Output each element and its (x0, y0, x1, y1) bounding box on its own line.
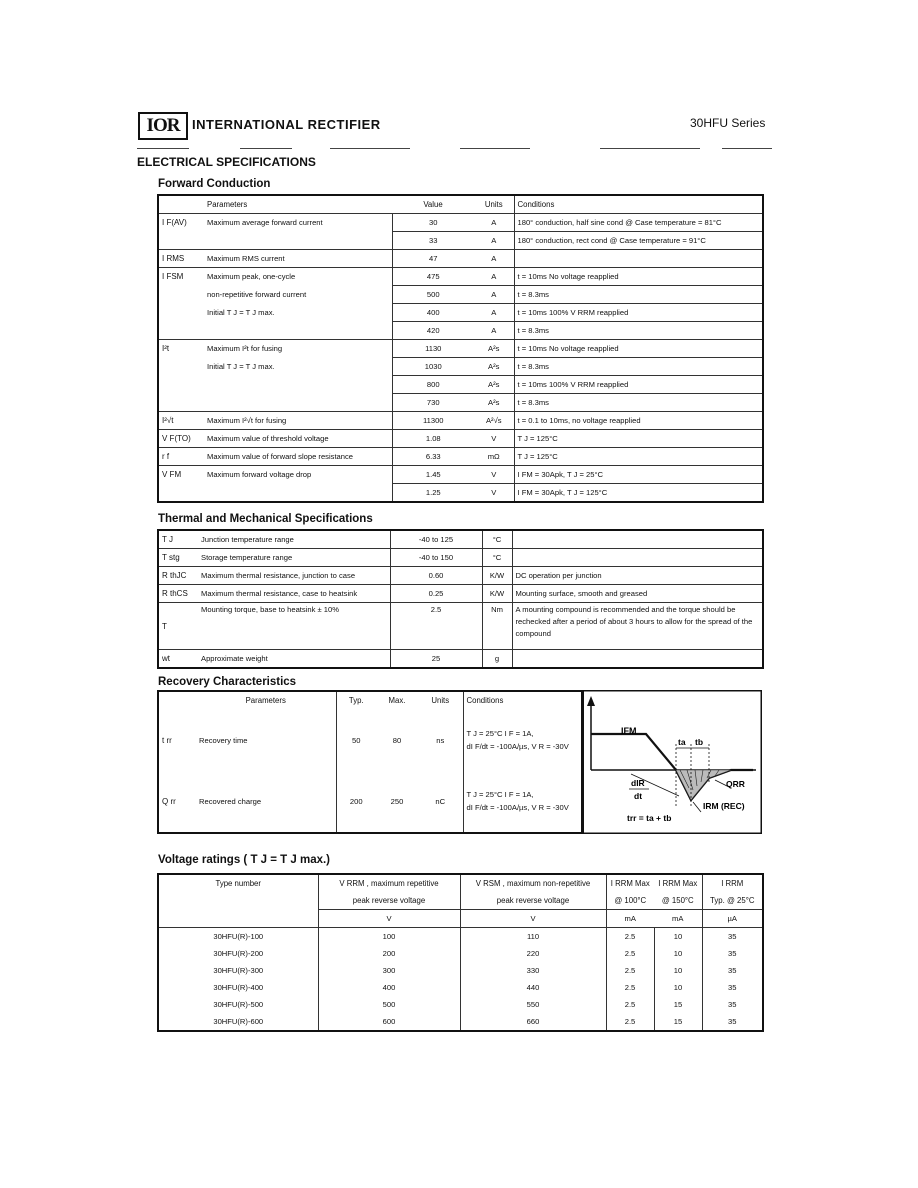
irrm-150-cell: 10 (654, 928, 702, 946)
symbol-cell (158, 322, 204, 340)
symbol-cell: I FSM (162, 272, 184, 282)
value-cell: 500 (392, 286, 474, 304)
divider (460, 148, 530, 149)
dt-label: dt (634, 791, 643, 801)
col-irrm-25-sub: Typ. @ 25°C (702, 892, 763, 910)
symbol-cell: V FM (162, 470, 182, 480)
condition-cell: t = 10ms 100% V RRM reapplied (514, 304, 763, 322)
unit-cell: nC (435, 796, 446, 806)
condition-cell: t = 10ms No voltage reapplied (514, 340, 763, 358)
parameter-cell: Maximum value of threshold voltage (207, 434, 329, 443)
condition-line: dI F/dt = -100A/µs, V R = -30V (466, 803, 569, 813)
parameter-cell (204, 322, 392, 340)
symbol-cell: T J (162, 535, 173, 544)
parameter-cell (204, 232, 392, 250)
condition-cell (514, 250, 763, 268)
col-vrsm: V RSM , maximum non-repetitive (460, 874, 606, 892)
vrrm-cell: 500 (318, 996, 460, 1013)
value-cell: 1.08 (392, 430, 474, 448)
irrm-100-cell: 2.5 (606, 962, 654, 979)
type-number-cell: 30HFU(R)-200 (213, 949, 264, 958)
parameter-cell: Maximum average forward current (207, 218, 323, 228)
unit-vrsm: V (460, 910, 606, 928)
parameter-cell: Mounting torque, base to heatsink ± 10% (201, 605, 339, 614)
col-conditions: Conditions (463, 691, 583, 710)
divider (137, 148, 189, 149)
divider (330, 148, 410, 149)
condition-cell: Mounting surface, smooth and greased (512, 585, 763, 603)
symbol-cell: R thCS (162, 589, 188, 598)
series-label: 30HFU Series (690, 116, 766, 130)
unit-cell: °C (482, 549, 512, 567)
col-max: Max. (388, 696, 406, 706)
col-vrrm: V RRM , maximum repetitive (318, 874, 460, 892)
symbol-cell (158, 394, 204, 412)
table-row (158, 710, 583, 771)
parameter-cell: Initial T J = T J max. (207, 362, 275, 371)
recovery-table (157, 690, 584, 834)
max-cell: 250 (390, 796, 404, 806)
parameter-cell: Maximum value of forward slope resistance (207, 452, 354, 461)
graph-border (582, 691, 762, 834)
condition-cell: 180° conduction, half sine cond @ Case temperature = 81°C (514, 214, 763, 232)
type-number-cell: 30HFU(R)-600 (213, 1017, 264, 1026)
table-row (158, 448, 763, 466)
unit-cell: A (474, 250, 514, 268)
table-row (158, 585, 763, 603)
parameter-cell: Maximum I²√t for fusing (207, 416, 287, 425)
symbol-cell: I²t (162, 344, 170, 354)
type-number-cell: 30HFU(R)-300 (213, 966, 264, 975)
table-row (158, 394, 763, 412)
value-cell: 6.33 (392, 448, 474, 466)
parameter-cell (204, 394, 392, 412)
ta-label: ta (678, 737, 686, 747)
unit-cell: A²s (474, 358, 514, 376)
condition-cell: t = 8.3ms (514, 286, 763, 304)
vrsm-cell: 550 (460, 996, 606, 1013)
page-title: ELECTRICAL SPECIFICATIONS (137, 155, 316, 169)
symbol-cell: I²√t (162, 416, 174, 425)
value-cell: 1.25 (392, 484, 474, 503)
col-irrm-25: I RRM (702, 874, 763, 892)
condition-cell: t = 8.3ms (514, 322, 763, 340)
table-row (158, 484, 763, 503)
condition-line: T J = 25°C I F = 1A, (466, 790, 534, 800)
col-irrm-150: I RRM Max (658, 879, 698, 888)
symbol-cell (158, 358, 204, 376)
table-row (158, 603, 763, 650)
qrr-hatch (676, 770, 731, 800)
col-irrm-100-sub: @ 100°C (606, 892, 654, 910)
condition-cell: t = 8.3ms (514, 358, 763, 376)
unit-cell: A (474, 322, 514, 340)
irrm-100-cell: 2.5 (606, 945, 654, 962)
vrrm-cell: 400 (318, 979, 460, 996)
unit-cell: ns (436, 735, 445, 745)
irrm-25-cell: 35 (702, 945, 763, 962)
col-type-number: Type number (215, 879, 261, 888)
col-vrsm-sub: peak reverse voltage (460, 892, 606, 910)
ifm-label: IFM (621, 726, 637, 736)
unit-cell: V (474, 484, 514, 503)
irrm-100-cell: 2.5 (606, 996, 654, 1013)
unit-cell: °C (482, 530, 512, 549)
parameter-cell: Maximum thermal resistance, junction to case (201, 571, 356, 580)
recovery-section-title: Recovery Characteristics (158, 676, 297, 688)
value-cell: 25 (390, 650, 482, 669)
unit-cell: K/W (482, 567, 512, 585)
symbol-cell: wt (162, 654, 170, 663)
divider (240, 148, 292, 149)
type-number-cell: 30HFU(R)-100 (213, 932, 264, 941)
typ-cell: 50 (336, 710, 376, 771)
symbol-cell (158, 286, 204, 304)
table-row (158, 928, 763, 946)
condition-cell: t = 10ms 100% V RRM reapplied (514, 376, 763, 394)
unit-cell: A (474, 214, 514, 232)
parameter-cell: Maximum I²t for fusing (207, 344, 283, 354)
value-cell: 47 (392, 250, 474, 268)
condition-cell: I FM = 30Apk, T J = 125°C (514, 484, 763, 503)
thermal-section-title: Thermal and Mechanical Specifications (158, 513, 373, 525)
symbol-cell: Q rr (162, 796, 176, 806)
condition-line: dI F/dt = -100A/µs, V R = -30V (466, 742, 569, 752)
table-row (158, 340, 763, 358)
unit-i1: mA (606, 910, 654, 928)
symbol-cell (158, 376, 204, 394)
table-header-row (158, 195, 763, 214)
vrsm-cell: 110 (460, 928, 606, 946)
irrm-150-cell: 15 (654, 1013, 702, 1031)
condition-cell: t = 0.1 to 10ms, no voltage reapplied (514, 412, 763, 430)
unit-cell: A (474, 268, 514, 286)
irrm-25-cell: 35 (702, 1013, 763, 1031)
table-row (158, 286, 763, 304)
divider (722, 148, 772, 149)
irrm-100-cell: 2.5 (606, 928, 654, 946)
condition-cell (512, 530, 763, 549)
condition-cell: I FM = 30Apk, T J = 25°C (514, 466, 763, 484)
irrm-25-cell: 35 (702, 996, 763, 1013)
trr-label: trr = ta + tb (627, 813, 672, 823)
condition-cell: T J = 125°C (514, 430, 763, 448)
unit-cell: Nm (482, 603, 512, 650)
parameter-cell (204, 376, 392, 394)
condition-cell (463, 710, 583, 771)
condition-cell (512, 549, 763, 567)
col-parameters: Parameters (245, 696, 286, 706)
unit-vrrm: V (318, 910, 460, 928)
vrsm-cell: 440 (460, 979, 606, 996)
condition-cell: T J = 125°C (514, 448, 763, 466)
symbol-cell: T stg (162, 553, 180, 562)
parameter-cell: Maximum RMS current (207, 254, 285, 263)
parameter-cell: Storage temperature range (201, 553, 293, 562)
vrsm-cell: 660 (460, 1013, 606, 1031)
parameter-cell: Maximum thermal resistance, case to heatsink (201, 589, 358, 598)
vrrm-cell: 600 (318, 1013, 460, 1031)
unit-cell: A (474, 286, 514, 304)
company-logo: IOR (138, 112, 188, 140)
qrr-label: QRR (726, 779, 745, 789)
table-row (158, 430, 763, 448)
dir-label: dIR (631, 778, 645, 788)
value-cell: 1130 (392, 340, 474, 358)
col-value: Value (423, 200, 443, 209)
vrsm-cell: 330 (460, 962, 606, 979)
table-row (158, 358, 763, 376)
value-cell: 730 (392, 394, 474, 412)
type-number-cell: 30HFU(R)-500 (213, 1000, 264, 1009)
table-row (158, 376, 763, 394)
value-cell: 33 (392, 232, 474, 250)
table-row (158, 466, 763, 484)
col-vrrm-sub: peak reverse voltage (318, 892, 460, 910)
table-row (158, 1013, 763, 1031)
value-cell: -40 to 150 (390, 549, 482, 567)
voltage-section-title: Voltage ratings ( T J = T J max.) (158, 854, 331, 866)
irrm-150-cell: 10 (654, 962, 702, 979)
irrm-150-cell: 10 (654, 945, 702, 962)
parameter-cell: Maximum forward voltage drop (207, 470, 312, 480)
typ-cell: 200 (336, 771, 376, 833)
parameter-cell (204, 484, 392, 503)
irrm-25-cell: 35 (702, 962, 763, 979)
col-conditions: Conditions (514, 195, 763, 214)
col-parameters: Parameters (207, 200, 248, 209)
company-name: INTERNATIONAL RECTIFIER (192, 117, 381, 132)
axis-arrow-icon (587, 696, 595, 706)
parameter-cell: non-repetitive forward current (207, 290, 307, 299)
parameter-cell: Initial T J = T J max. (207, 308, 275, 317)
symbol-cell (158, 484, 204, 503)
unit-cell: V (474, 466, 514, 484)
table-row (158, 304, 763, 322)
value-cell: 475 (392, 268, 474, 286)
value-cell: 0.25 (390, 585, 482, 603)
condition-cell: DC operation per junction (512, 567, 763, 585)
unit-cell: A²√s (474, 412, 514, 430)
max-cell: 80 (392, 735, 402, 745)
value-cell: 2.5 (390, 603, 482, 650)
condition-cell: 180° conduction, rect cond @ Case temperature = 91°C (514, 232, 763, 250)
col-irrm-100: I RRM Max (606, 874, 654, 892)
table-row (158, 650, 763, 669)
value-cell: 420 (392, 322, 474, 340)
table-row (158, 530, 763, 549)
value-cell: 30 (392, 214, 474, 232)
irm-label: IRM (REC) (703, 801, 745, 811)
condition-cell: A mounting compound is recommended and the torque should be rechecked after a period of about 3 hours to allow for the spread of the compound (512, 603, 763, 650)
table-row (158, 250, 763, 268)
unit-i2: mA (654, 910, 702, 928)
table-row (158, 945, 763, 962)
symbol-cell: I RMS (162, 254, 185, 263)
parameter-cell: Maximum peak, one-cycle (207, 272, 296, 282)
condition-cell (463, 771, 583, 833)
symbol-cell: t rr (162, 735, 172, 745)
table-row (158, 268, 763, 286)
symbol-cell (158, 304, 204, 322)
vrrm-cell: 100 (318, 928, 460, 946)
irrm-25-cell: 35 (702, 979, 763, 996)
unit-cell: A²s (474, 376, 514, 394)
divider (600, 148, 700, 149)
col-typ: Typ. (336, 691, 376, 710)
parameter-cell: Recovered charge (199, 796, 262, 806)
forward-conduction-table (157, 194, 764, 503)
value-cell: 1030 (392, 358, 474, 376)
unit-cell: mΩ (474, 448, 514, 466)
col-units: Units (484, 200, 503, 209)
irrm-100-cell: 2.5 (606, 979, 654, 996)
symbol-cell: r f (162, 452, 170, 461)
type-number-cell: 30HFU(R)-400 (213, 983, 264, 992)
irrm-150-cell: 10 (654, 979, 702, 996)
unit-cell: K/W (482, 585, 512, 603)
value-cell: 1.45 (392, 466, 474, 484)
table-row (158, 412, 763, 430)
condition-cell: t = 10ms No voltage reapplied (514, 268, 763, 286)
table-row (158, 771, 583, 833)
vrsm-cell: 220 (460, 945, 606, 962)
table-row (158, 214, 763, 232)
parameter-cell: Approximate weight (201, 654, 268, 663)
unit-i3: µA (702, 910, 763, 928)
parameter-cell: Junction temperature range (201, 535, 294, 544)
value-cell: 800 (392, 376, 474, 394)
unit-cell: A (474, 232, 514, 250)
recovery-waveform-graph (581, 690, 762, 834)
col-irrm-150-sub: @ 150°C (661, 896, 694, 905)
symbol-cell (158, 232, 204, 250)
voltage-ratings-table (157, 873, 764, 1032)
irrm-150-cell: 15 (654, 996, 702, 1013)
table-row (158, 962, 763, 979)
table-row (158, 322, 763, 340)
thermal-table (157, 529, 764, 669)
col-units: Units (431, 696, 450, 706)
forward-section-title: Forward Conduction (158, 178, 271, 190)
tb-label: tb (695, 737, 704, 747)
symbol-cell: V F(TO) (162, 434, 191, 443)
symbol-cell: I F(AV) (162, 218, 187, 228)
table-row (158, 232, 763, 250)
unit-cell: A (474, 304, 514, 322)
condition-cell (512, 650, 763, 669)
table-row (158, 996, 763, 1013)
symbol-cell: T (162, 621, 167, 631)
table-row (158, 979, 763, 996)
value-cell: 11300 (392, 412, 474, 430)
parameter-cell: Recovery time (199, 735, 248, 745)
value-cell: -40 to 125 (390, 530, 482, 549)
vrrm-cell: 300 (318, 962, 460, 979)
current-waveform (591, 734, 753, 800)
symbol-cell: R thJC (162, 571, 187, 580)
value-cell: 0.60 (390, 567, 482, 585)
irrm-25-cell: 35 (702, 928, 763, 946)
table-row (158, 567, 763, 585)
unit-cell: V (474, 430, 514, 448)
condition-cell: t = 8.3ms (514, 394, 763, 412)
value-cell: 400 (392, 304, 474, 322)
unit-cell: A²s (474, 394, 514, 412)
vrrm-cell: 200 (318, 945, 460, 962)
table-row (158, 549, 763, 567)
irrm-100-cell: 2.5 (606, 1013, 654, 1031)
unit-cell: A²s (474, 340, 514, 358)
condition-line: T J = 25°C I F = 1A, (466, 729, 534, 739)
unit-cell: g (482, 650, 512, 669)
